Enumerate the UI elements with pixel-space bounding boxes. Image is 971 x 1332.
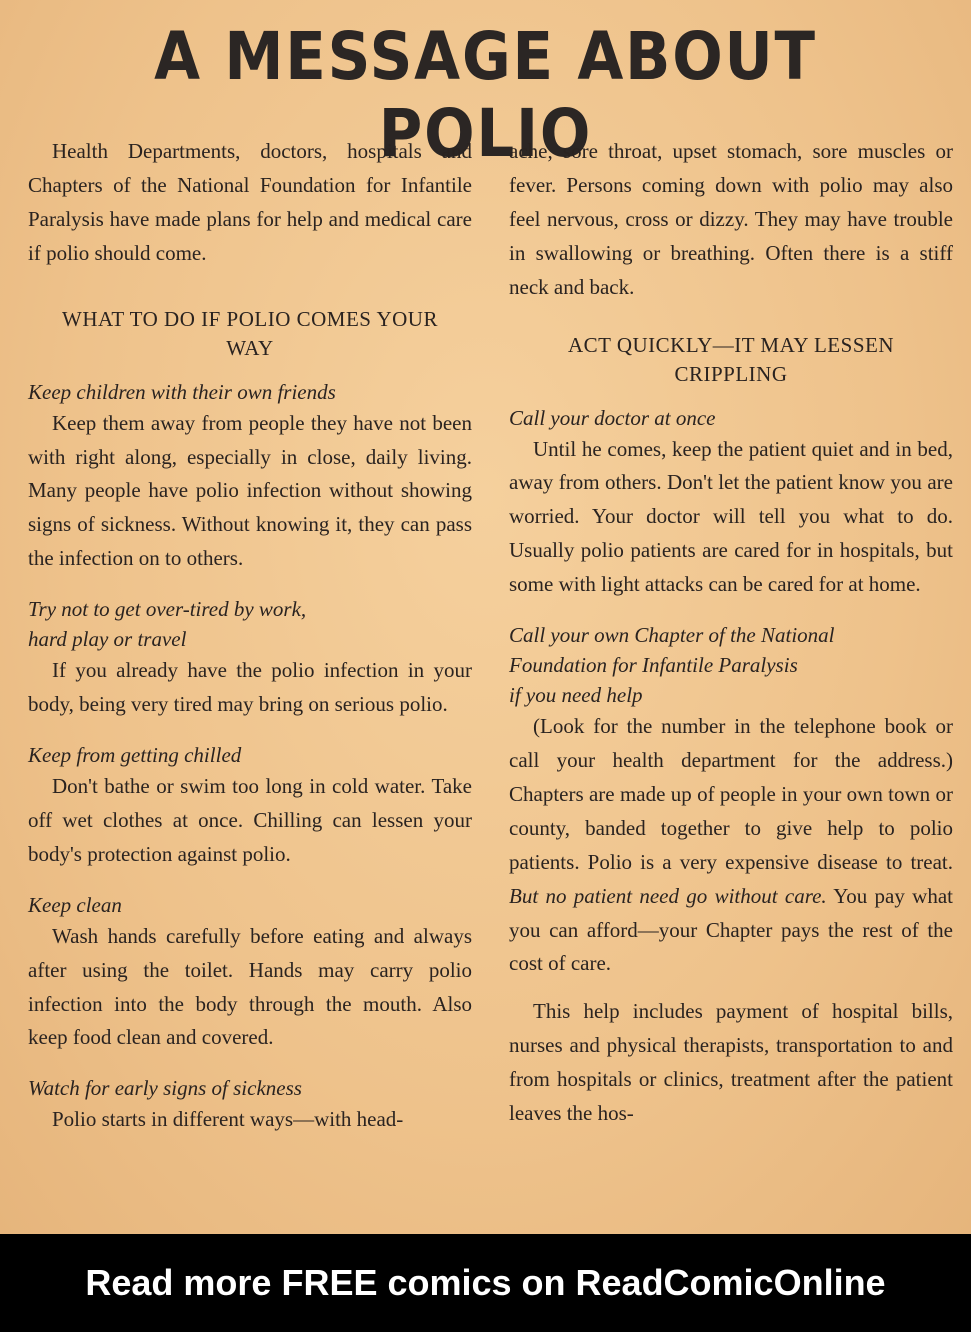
intro-paragraph: Health Departments, doctors, hospitals and Chapters of the National Foundation for Infantile Paralysis have made plans for help and medical care if polio should come. xyxy=(28,139,472,265)
page-title: A MESSAGE ABOUT POLIO xyxy=(154,18,817,172)
subheading-over-tired-line1: Try not to get over-tired by work, xyxy=(28,597,307,622)
paragraph-help-includes: This help includes payment of hospital bills, nurses and physical therapists, transportation to and from hospitals or clinics, treatment after the patient leaves the hos- xyxy=(509,999,953,1126)
paragraph-early-signs: Polio starts in different ways—with head- xyxy=(52,1107,404,1132)
paragraph-chilled: Don't bathe or swim too long in cold water. Take off wet clothes at once. Chilling can lessen your body's protection against polio. xyxy=(28,773,472,866)
paragraph-chapter-italic: But no patient need go without care. xyxy=(509,883,827,908)
paragraph-over-tired: If you already have the polio infection in your body, being very tired may bring on serious polio. xyxy=(28,658,472,717)
paragraph-call-doctor: Until he comes, keep the patient quiet and in bed, away from others. Don't let the patient know you are worried. Your doctor will tell you what to do. Usually polio patients are cared for in hospitals, but some with light attacks can be cared for at home. xyxy=(509,436,953,597)
footer-text: Read more FREE comics on ReadComicOnline xyxy=(85,1262,886,1303)
subheading-early-signs: Watch for early signs of sickness xyxy=(28,1076,302,1101)
subheading-over-tired-line2: hard play or travel xyxy=(28,627,187,652)
paragraph-chapter xyxy=(509,710,953,981)
subheading-chapter-line1: Call your own Chapter of the National xyxy=(509,623,835,648)
left-column xyxy=(28,135,472,1137)
subheading-chilled: Keep from getting chilled xyxy=(28,742,242,767)
subheading-call-doctor: Call your doctor at once xyxy=(509,405,716,430)
paragraph-keep-children: Keep them away from people they have not been with right along, especially in close, daily living. Many people have polio infection without showing signs of sickness. Without knowing it, they can pass the infection on to others. xyxy=(28,410,472,571)
right-column xyxy=(509,135,953,1131)
section-heading-act-quickly: ACT QUICKLY—IT MAY LESSEN CRIPPLING xyxy=(567,332,894,386)
subheading-chapter-line3: if you need help xyxy=(509,683,643,708)
paragraph-chapter-part2: You pay what you can afford—your Chapter pays the rest of the cost of care. xyxy=(509,883,953,976)
subheading-chapter-line2: Foundation for Infantile Paralysis xyxy=(509,653,798,678)
paragraph-chapter-part1: (Look for the number in the telephone book or call your health department for the address.) Chapters are made up of people in your own town or county, banded together to give help to polio patients. Polio is a very expensive disease to treat. xyxy=(509,714,953,874)
section-heading-what-to-do: WHAT TO DO IF POLIO COMES YOUR WAY xyxy=(62,306,438,360)
subheading-keep-children: Keep children with their own friends xyxy=(28,379,336,404)
footer-banner xyxy=(0,1234,971,1332)
paragraph-keep-clean: Wash hands carefully before eating and always after using the toilet. Hands may carry polio infection into the body through the mouth. Also keep food clean and covered. xyxy=(28,923,472,1050)
subheading-keep-clean: Keep clean xyxy=(28,892,122,917)
paragraph-symptoms-continued: ache, sore throat, upset stomach, sore muscles or fever. Persons coming down with polio may also feel nervous, cross or dizzy. They may have trouble in swallowing or breathing. Often there is a stiff neck and back. xyxy=(509,139,953,299)
